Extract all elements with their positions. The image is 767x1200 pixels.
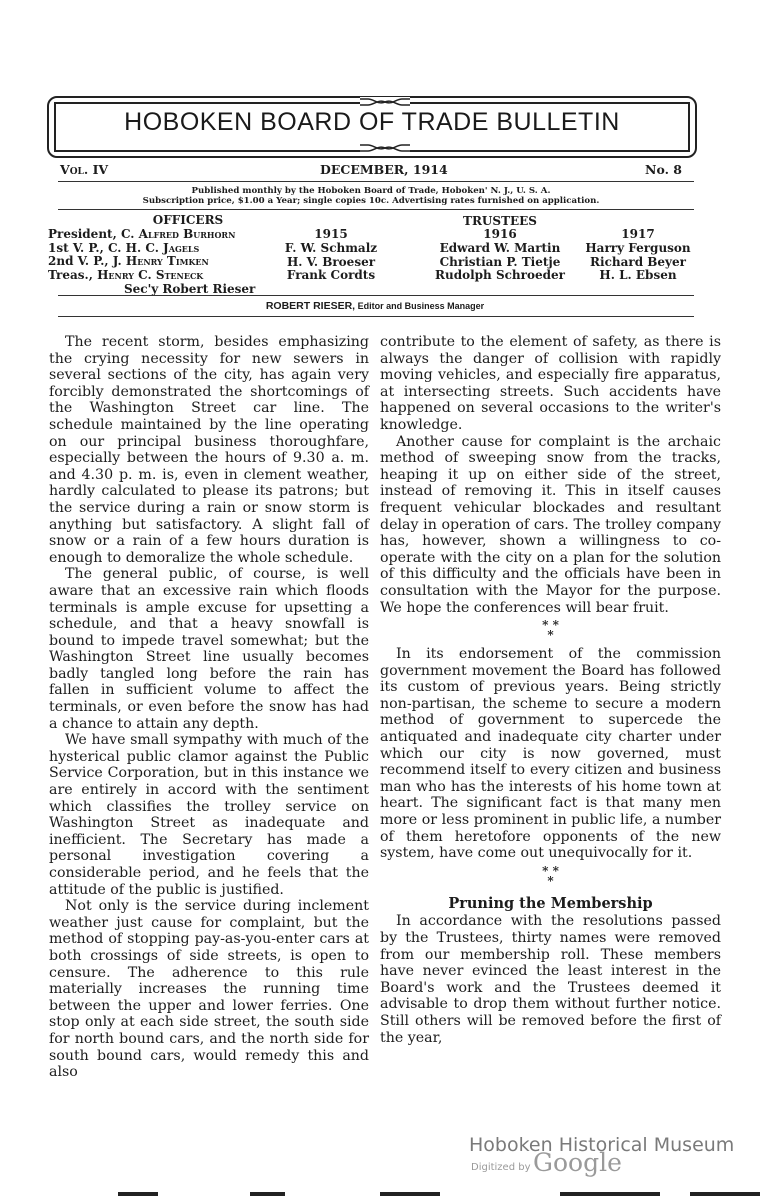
trustee-name: Harry Ferguson [585,240,691,255]
trustee-year: 1917 [621,227,655,241]
trustee-name: H. V. Broeser [286,254,376,269]
article-right-column [380,334,721,1046]
officer-row [48,228,308,242]
editor-line [60,300,690,312]
officer-role: President, [48,226,121,241]
ornament-knot-icon [360,97,410,107]
masthead-title: HOBOKEN BOARD OF TRADE BULLETIN [124,108,620,136]
trustee-name: F. W. Schmalz [284,240,378,255]
officer-role: 1st V. P., [48,240,108,255]
trustee-name: Richard Beyer [590,254,686,269]
paragraph-continuation: contribute to the element of safety, as there is always the danger of collision with rapidly moving vehicles, and especially fire apparatus, at intersecting streets. Such accidents have happened on several occasions to the writer's knowledge. [380,334,721,433]
issue-number: No. 8 [645,162,682,177]
divider [58,295,694,296]
secretary: Sec'y Robert Rieser [124,281,256,296]
officer-role: 2nd V. P., [48,254,113,269]
google-logo: Google [533,1148,622,1177]
editor-title: Editor and Business Manager [355,301,485,311]
trustee-name: Frank Cordts [286,268,376,283]
scan-edge-mark [250,1192,285,1196]
publication-line: Published monthly by the Hoboken Board of Trade, Hoboken' N. J., U. S. A. [191,186,551,196]
digitized-by-label: Digitized by [471,1162,531,1173]
volume-number: Vol. IV [60,162,109,177]
paragraph: Another cause for complaint is the archaic method of sweeping snow from the tracks, heaping it up on either side of the street, instead of removing it. This in itself causes frequent vehicular blockades and resultant delay in operation of cars. The trolley company has, however, shown a willingness to co-operate with the city on a plan for the solution of this difficulty and the officials have been in consultation with the Mayor for the purpose. We hope the conferences will bear fruit. [380,433,721,616]
officer-role: Treas., [48,268,98,283]
ornament-knot-icon [360,143,410,153]
publication-info [60,186,682,206]
article-left-column [49,334,369,1081]
scan-edge-mark [380,1192,440,1196]
officer-name: J. Henry Timken [112,254,209,269]
officer-row [48,255,308,269]
paragraph: In accordance with the resolutions passed by the Trustees, thirty names were removed from our membership roll. These members have never evinced the least interest in the Board's work and the Trustees deemed it advisable to drop them without further notice. Still others will be removed before the first of the year, [380,913,721,1046]
scan-edge-mark [690,1192,760,1196]
paragraph: Not only is the service during inclement weather just cause for complaint, but the method of stopping pay-as-you-enter cars at both crossings of side streets, is open to censure. The adherence to this rule materially increases the running time between the upper and lower ferries. One stop only at each side street, the south side for north bound cars, and the north side for south bound cars, would remedy this and also [49,898,369,1081]
paragraph: In its endorsement of the commission government movement the Board has followed its custom of previous years. Being strictly non-partisan, the scheme to secure a modern method of government to supercede the antiquated and inadequate city charter under which our city is now governed, must recommend itself to every citizen and business man who has the interests of his home town at heart. The significant fact is that many men more or less prominent in public life, a number of them heretofore opponents of the new system, have come out unequivocally for it. [380,646,721,862]
divider [58,209,694,210]
trustee-year: 1915 [314,227,348,241]
subscription-line: Subscription price, $1.00 a Year; single copies 10c. Advertising rates furnished on application. [142,196,600,206]
asterism-separator: * * * [542,863,559,888]
officer-row [48,242,308,256]
officer-row [48,269,308,283]
divider [58,181,694,182]
asterism-separator: * * * [542,618,559,643]
trustee-name: Rudolph Schroeder [435,268,565,283]
trustees-1916 [420,228,580,283]
divider [58,316,694,317]
trustee-year: 1916 [483,227,517,241]
paragraph: The general public, of course, is well aware that an excessive rain which floods terminals is ample excuse for upsetting a schedule, and that a heavy snowfall is bound to impede travel somewhat; but the Washington Street line usually becomes badly tangled long before the rain has fallen in sufficient volume to affect the terminals, or even before the snow has had a chance to attain any depth. [49,566,369,732]
trustee-name: Edward W. Martin [439,240,561,255]
museum-name: Hoboken Historical Museum [469,1134,735,1156]
officer-name: C. Alfred Burhorn [120,226,236,241]
officers-heading: OFFICERS [152,213,224,227]
section-subheading: Pruning the Membership [448,894,653,912]
scan-edge-mark [560,1192,660,1196]
trustees-1917 [578,228,698,283]
paragraph: The recent storm, besides emphasizing the crying necessity for new sewers in several sections of the city, has again very forcibly demonstrated the shortcomings of the Washington Street car line. The schedule maintained by the line operating on our principal business thoroughfare, especially between the hours of 9.30 a. m. and 4.30 p. m. is, even in clement weather, hardly calculated to please its patrons; but the service during a rain or snow storm is anything but satisfactory. A slight fall of snow or a rain of a few hours duration is enough to demoralize the whole schedule. [49,334,369,566]
trustee-name: H. L. Ebsen [599,268,677,283]
editor-name: ROBERT RIESER, [265,300,356,312]
scan-edge-mark [118,1192,158,1196]
trustees-heading: TRUSTEES [463,214,537,228]
officer-name: C. H. C. Jagels [107,240,200,255]
trustees-1915 [276,228,386,283]
trustee-name: Christian P. Tietje [439,254,561,269]
issue-info-row [60,162,682,178]
officers-list [48,214,308,297]
officer-name: Henry C. Steneck [97,268,204,283]
paragraph: We have small sympathy with much of the hysterical public clamor against the Public Service Corporation, but in this instance we are entirely in accord with the sentiment which classifies the trolley service on Washington Street as inadequate and inefficient. The Secretary has made a personal investigation covering a considerable period, and he feels that the attitude of the public is justified. [49,732,369,898]
digitization-watermark [469,1134,735,1177]
issue-date: DECEMBER, 1914 [320,162,448,177]
